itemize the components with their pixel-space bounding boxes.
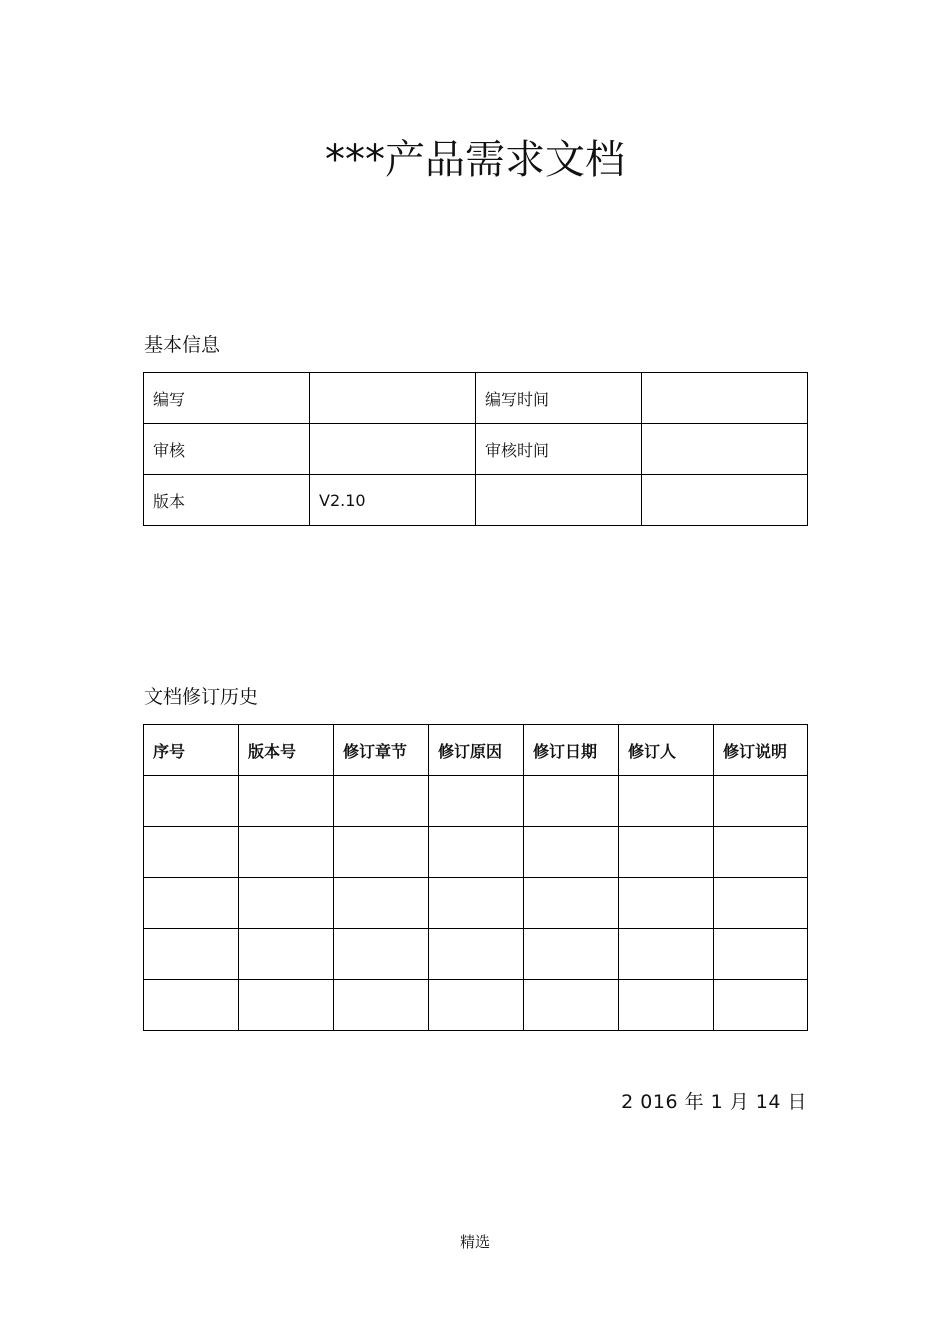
table-header-row — [144, 725, 808, 776]
table-cell — [642, 475, 808, 526]
table-cell — [239, 878, 334, 929]
table-row — [144, 929, 808, 980]
table-cell — [619, 929, 714, 980]
table-cell — [429, 776, 524, 827]
table-cell — [239, 776, 334, 827]
table-cell — [524, 827, 619, 878]
column-header-section: 修订章节 — [334, 725, 429, 776]
table-cell — [619, 776, 714, 827]
table-cell — [619, 878, 714, 929]
table-cell — [310, 373, 476, 424]
table-cell — [144, 980, 239, 1031]
table-cell — [714, 827, 808, 878]
table-cell — [144, 929, 239, 980]
revision-history-heading: 文档修订历史 — [144, 686, 259, 708]
table-cell — [334, 980, 429, 1031]
table-cell: 审核 — [144, 424, 310, 475]
table-cell — [714, 776, 808, 827]
table-row — [144, 475, 808, 526]
basic-info-table — [143, 372, 808, 526]
table-cell — [642, 373, 808, 424]
table-cell — [476, 475, 642, 526]
table-row — [144, 827, 808, 878]
table-cell — [334, 827, 429, 878]
table-cell — [619, 827, 714, 878]
table-cell — [144, 827, 239, 878]
table-row — [144, 373, 808, 424]
table-cell — [619, 980, 714, 1031]
table-cell: 编写 — [144, 373, 310, 424]
table-cell — [334, 929, 429, 980]
table-cell — [334, 776, 429, 827]
table-cell — [239, 827, 334, 878]
table-cell — [524, 980, 619, 1031]
column-header-notes: 修订说明 — [714, 725, 808, 776]
table-row — [144, 980, 808, 1031]
table-cell — [524, 929, 619, 980]
table-cell: 审核时间 — [476, 424, 642, 475]
table-cell — [524, 776, 619, 827]
revision-history-table — [143, 724, 808, 1031]
table-cell — [429, 980, 524, 1031]
table-cell — [429, 878, 524, 929]
table-row — [144, 424, 808, 475]
column-header-reason: 修订原因 — [429, 725, 524, 776]
table-cell — [429, 929, 524, 980]
document-title: ***产品需求文档 — [325, 137, 625, 183]
table-cell — [714, 878, 808, 929]
table-cell — [334, 878, 429, 929]
table-cell — [144, 776, 239, 827]
table-cell — [524, 878, 619, 929]
table-cell — [239, 980, 334, 1031]
document-date: 2 016 年 1 月 14 日 — [621, 1091, 807, 1113]
table-row — [144, 776, 808, 827]
table-cell — [714, 929, 808, 980]
column-header-date: 修订日期 — [524, 725, 619, 776]
table-cell: 版本 — [144, 475, 310, 526]
page-footer: 精选 — [459, 1233, 490, 1251]
table-cell — [714, 980, 808, 1031]
column-header-reviser: 修订人 — [619, 725, 714, 776]
table-cell — [144, 878, 239, 929]
column-header-index: 序号 — [144, 725, 239, 776]
table-cell — [239, 929, 334, 980]
table-cell — [429, 827, 524, 878]
table-row — [144, 878, 808, 929]
column-header-version: 版本号 — [239, 725, 334, 776]
table-cell — [310, 424, 476, 475]
table-cell: V2.10 — [310, 475, 476, 526]
table-cell — [642, 424, 808, 475]
basic-info-heading: 基本信息 — [144, 334, 221, 356]
table-cell: 编写时间 — [476, 373, 642, 424]
